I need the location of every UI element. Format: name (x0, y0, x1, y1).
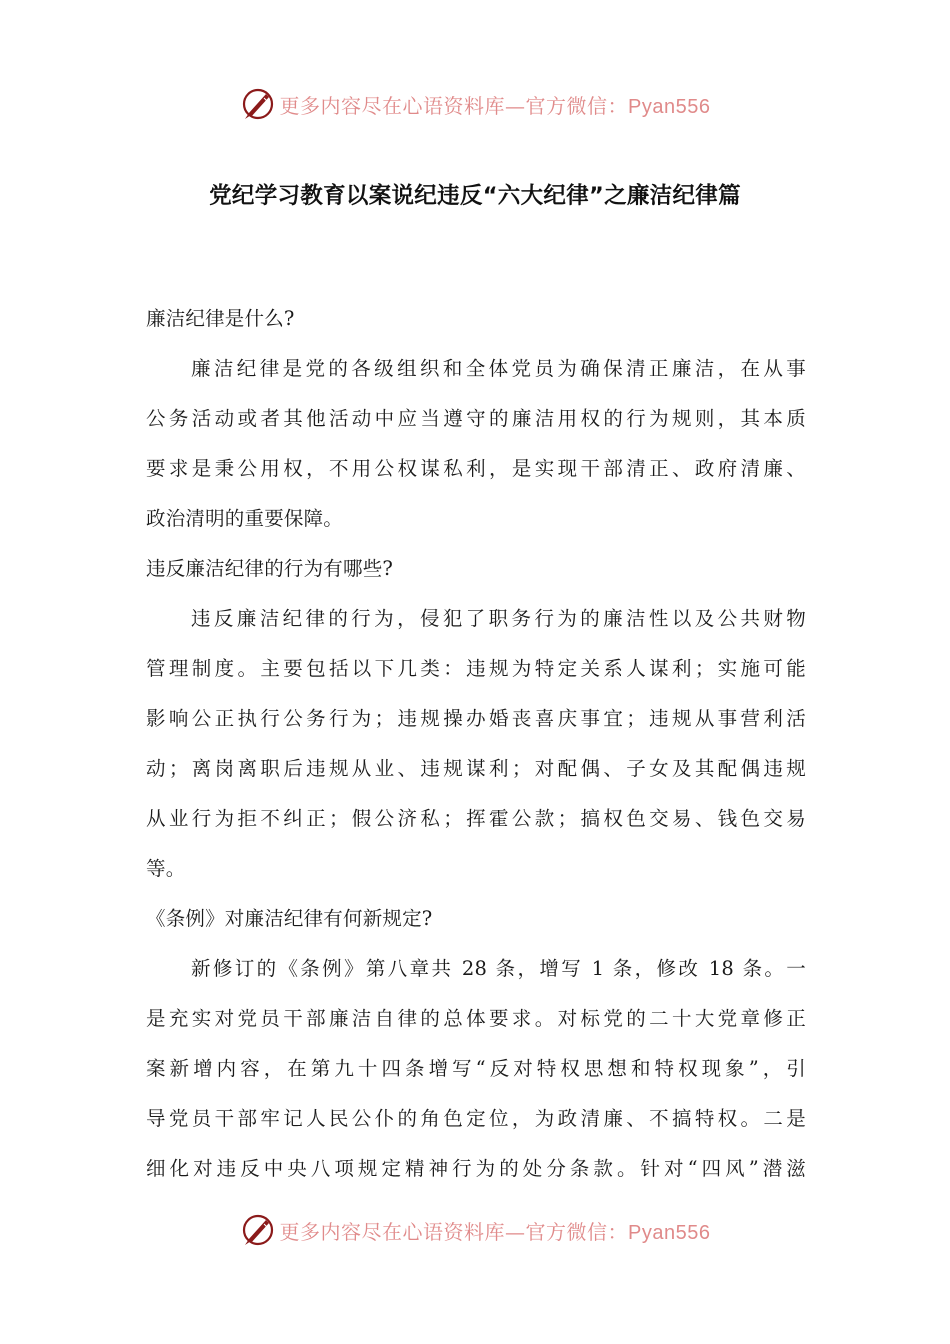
watermark-dash: — (505, 93, 526, 118)
paragraph-line: 要求是秉公用权，不用公权谋私利，是实现干部清正、政府清廉、 (146, 457, 806, 480)
paragraph-line: 新修订的《条例》第八章共 28 条，增写 1 条，修改 18 条。一 (191, 957, 806, 980)
paragraph-line: 动；离岗离职后违规从业、违规谋利；对配偶、子女及其配偶违规 (146, 757, 806, 780)
paragraph-line: 公务活动或者其他活动中应当遵守的廉洁用权的行为规则，其本质 (146, 407, 806, 430)
section-heading-what: 廉洁纪律是什么? (146, 307, 295, 330)
paragraph-line: 廉洁纪律是党的各级组织和全体党员为确保清正廉洁，在从事 (191, 357, 806, 380)
paragraph-line: 等。 (146, 857, 186, 880)
watermark-wechat-id: Pyan556 (628, 95, 711, 118)
paragraph-line: 案新增内容，在第九十四条增写“反对特权思想和特权现象”，引 (146, 1057, 806, 1080)
paragraph-line: 细化对违反中央八项规定精神行为的处分条款。针对“四风”潜滋 (146, 1157, 806, 1180)
pen-nib-logo-icon (240, 1212, 276, 1248)
section-heading-violations: 违反廉洁纪律的行为有哪些? (146, 557, 394, 580)
watermark-dash: — (505, 1219, 526, 1244)
paragraph-line: 政治清明的重要保障。 (146, 507, 344, 530)
watermark-banner-bottom (0, 1208, 950, 1252)
paragraph-line: 从业行为拒不纠正；假公济私；挥霍公款；搞权色交易、钱色交易 (146, 807, 806, 830)
paragraph-line: 导党员干部牢记人民公仆的角色定位，为政清廉、不搞特权。二是 (146, 1107, 806, 1130)
watermark-text (280, 1216, 711, 1245)
watermark-text (280, 90, 711, 119)
section-heading-new-rules: 《条例》对廉洁纪律有何新规定? (146, 907, 433, 930)
paragraph-line: 管理制度。主要包括以下几类：违规为特定关系人谋利；实施可能 (146, 657, 806, 680)
watermark-wechat-id: Pyan556 (628, 1221, 711, 1244)
pen-nib-logo-icon (240, 86, 276, 122)
watermark-site-name: 更多内容尽在心语资料库 (279, 93, 506, 118)
watermark-wechat-label: 官方微信： (525, 93, 629, 118)
paragraph-line: 影响公正执行公务行为；违规操办婚丧喜庆事宜；违规从事营利活 (146, 707, 806, 730)
paragraph-line: 是充实对党员干部廉洁自律的总体要求。对标党的二十大党章修正 (146, 1007, 806, 1030)
paragraph-line: 违反廉洁纪律的行为，侵犯了职务行为的廉洁性以及公共财物 (191, 607, 806, 630)
watermark-site-name: 更多内容尽在心语资料库 (279, 1219, 506, 1244)
watermark-banner-top (0, 82, 950, 126)
watermark-wechat-label: 官方微信： (525, 1219, 629, 1244)
document-body (146, 294, 806, 1194)
document-title: 党纪学习教育以案说纪违反“六大纪律”之廉洁纪律篇 (209, 183, 741, 209)
